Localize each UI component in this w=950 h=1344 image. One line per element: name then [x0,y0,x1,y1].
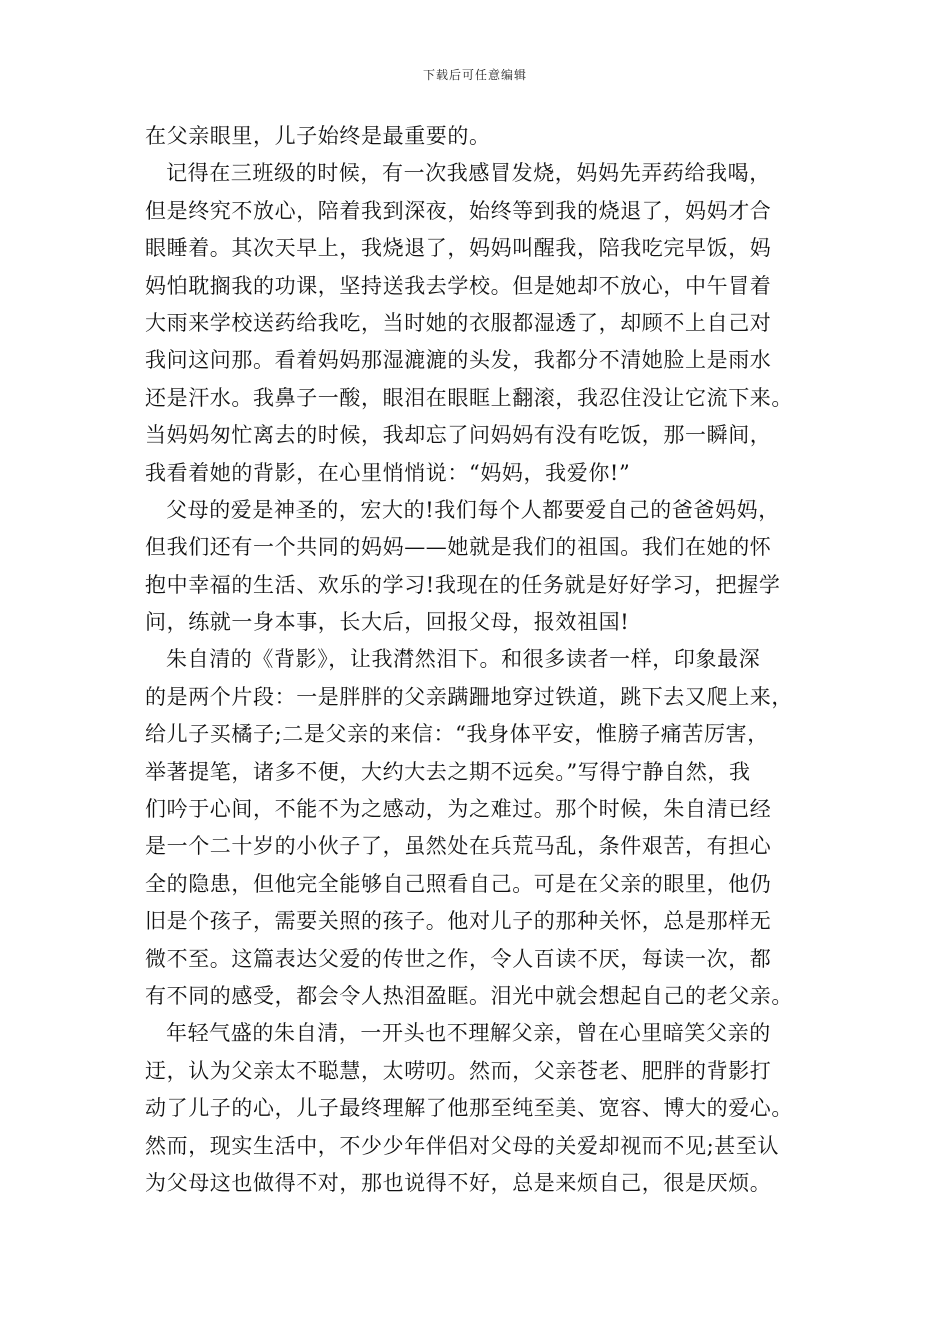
body-line: 记得在三班级的时候，有一次我感冒发烧，妈妈先弄药给我喝， [166,161,771,186]
document-body [145,118,825,1202]
body-line: 举著提笔，诸多不便，大约大去之期不远矣。”写得宁静自然，我 [145,759,751,784]
page-header: 下载后可任意编辑 [422,68,527,82]
body-line: 们吟于心间，不能不为之感动，为之难过。那个时候，朱自清已经 [145,797,772,822]
body-line: 的是两个片段：一是胖胖的父亲蹒跚地穿过铁道，跳下去又爬上来， [145,684,793,709]
body-line: 是一个二十岁的小伙子了，虽然处在兵荒马乱，条件艰苦，有担心 [145,834,772,859]
body-line: 微不至。这篇表达父爱的传世之作，令人百读不厌，每读一次，都 [145,946,772,971]
body-line: 在父亲眼里，儿子始终是最重要的。 [145,124,491,148]
body-line: 抱中幸福的生活、欢乐的学习!我现在的任务就是好好学习，把握学 [145,572,781,597]
body-line: 眼睡着。其次天早上，我烧退了，妈妈叫醒我，陪我吃完早饭，妈 [145,236,772,261]
body-line: 给儿子买橘子;二是父亲的来信：“我身体平安，惟膀子痛苦厉害， [145,722,769,747]
body-line: 动了儿子的心，儿子最终理解了他那至纯至美、宽容、博大的爱心。 [145,1096,793,1121]
body-line: 父母的爱是神圣的，宏大的!我们每个人都要爱自己的爸爸妈妈， [166,497,780,522]
body-line: 但我们还有一个共同的妈妈——她就是我们的祖国。我们在她的怀 [145,535,772,560]
body-line: 还是汗水。我鼻子一酸，眼泪在眼眶上翻滚，我忍住没让它流下来。 [145,385,793,410]
body-line: 朱自清的《背影》，让我潸然泪下。和很多读者一样，印象最深 [166,647,761,672]
body-line: 问，练就一身本事，长大后，回报父母，报效祖国! [145,610,630,635]
body-line: 我问这问那。看着妈妈那湿漉漉的头发，我都分不清她脸上是雨水 [145,348,772,373]
body-line: 当妈妈匆忙离去的时候，我却忘了问妈妈有没有吃饭，那一瞬间， [145,423,772,448]
body-line: 我看着她的背影，在心里悄悄说：“妈妈，我爱你!” [145,460,631,485]
body-line: 全的隐患，但他完全能够自己照看自己。可是在父亲的眼里，他仍 [145,871,772,896]
body-line: 有不同的感受，都会令人热泪盈眶。泪光中就会想起自己的老父亲。 [145,983,793,1008]
body-line: 为父母这也做得不对，那也说得不好，总是来烦自己，很是厌烦。 [145,1170,772,1195]
body-line: 迂，认为父亲太不聪慧，太唠叨。然而，父亲苍老、肥胖的背影打 [145,1058,772,1083]
body-line: 旧是个孩子，需要关照的孩子。他对儿子的那种关怀，总是那样无 [145,909,772,934]
body-line: 大雨来学校送药给我吃，当时她的衣服都湿透了，却顾不上自己对 [145,310,772,335]
body-line: 妈怕耽搁我的功课，坚持送我去学校。但是她却不放心，中午冒着 [145,273,772,298]
body-line: 然而，现实生活中，不少少年伴侣对父母的关爱却视而不见;甚至认 [145,1133,780,1158]
body-line: 年轻气盛的朱自清，一开头也不理解父亲，曾在心里暗笑父亲的 [166,1021,771,1046]
body-line: 但是终究不放心，陪着我到深夜，始终等到我的烧退了，妈妈才合 [145,198,772,223]
